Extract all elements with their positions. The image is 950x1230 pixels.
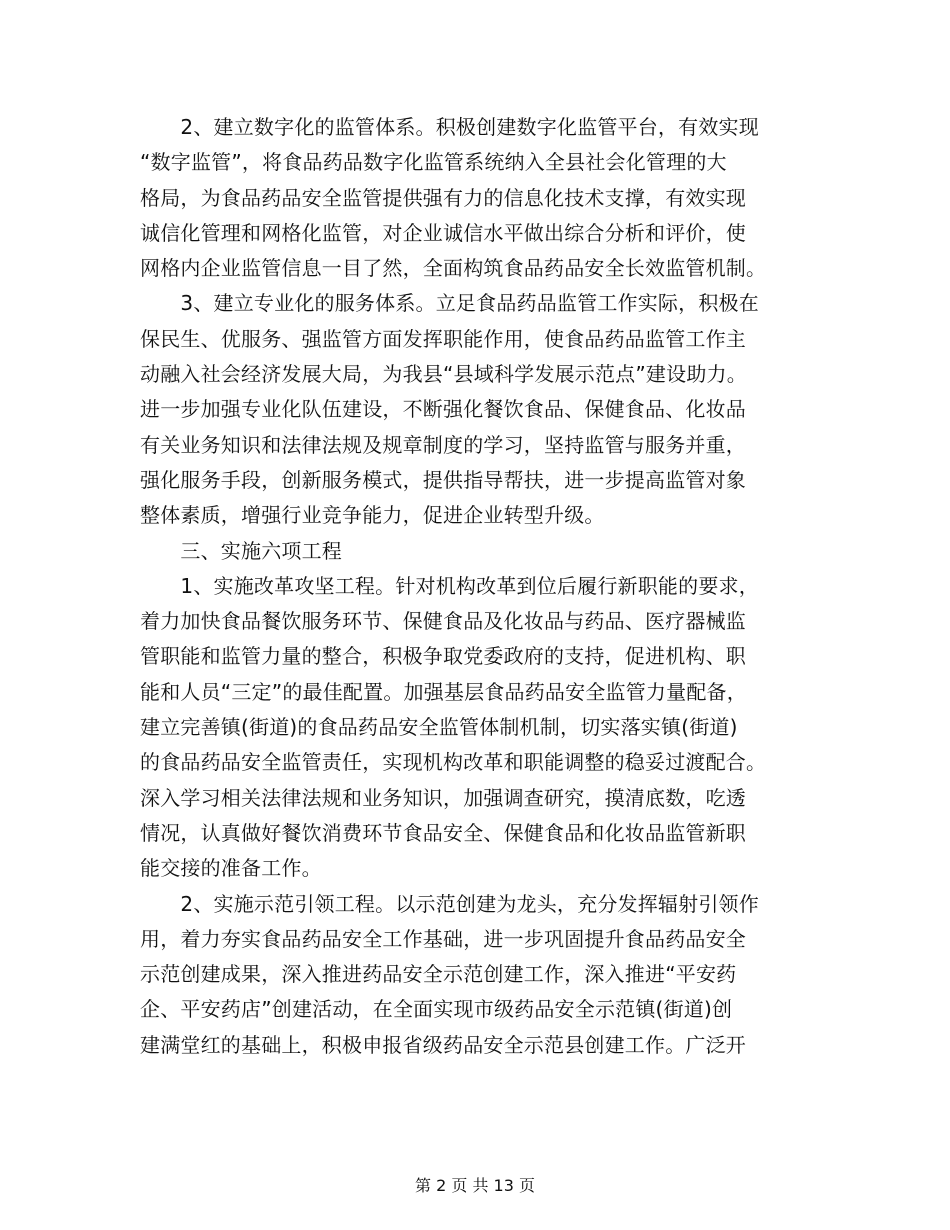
text-line: 用，着力夯实食品药品安全工作基础，进一步巩固提升食品药品安全 [140,926,746,951]
text-line: 有关业务知识和法律法规及规章制度的学习，坚持监管与服务并重， [140,432,746,457]
text-line: 1、实施改革攻坚工程。针对机构改革到位后履行新职能的要求， [140,573,759,598]
text-line: 保民生、优服务、强监管方面发挥职能作用，使食品药品监管工作主 [140,326,746,351]
text-line: 格局，为食品药品安全监管提供强有力的信息化技术支撑，有效实现 [140,185,746,210]
text-line: 强化服务手段，创新服务模式，提供指导帮扶，进一步提高监管对象 [140,467,746,492]
text-line: 深入学习相关法律法规和业务知识，加强调查研究，摸清底数，吃透 [140,785,746,810]
text-line: 网格内企业监管信息一目了然，全面构筑食品药品安全长效监管机制。 [140,256,767,281]
text-line: 整体素质，增强行业竞争能力，促进企业转型升级。 [140,503,605,528]
text-line: 动融入社会经济发展大局，为我县“县域科学发展示范点”建设助力。 [140,362,747,387]
text-line: 着力加快食品餐饮服务环节、保健食品及化妆品与药品、医疗器械监 [140,609,746,634]
document-body [140,110,810,1063]
text-line: 能交接的准备工作。 [140,856,322,881]
page-footer: 第 2 页 共 13 页 [415,1176,535,1195]
text-line: 的食品药品安全监管责任，实现机构改革和职能调整的稳妥过渡配合。 [140,750,767,775]
text-line: 2、建立数字化的监管体系。积极创建数字化监管平台，有效实现 [140,115,759,139]
text-line: 进一步加强专业化队伍建设，不断强化餐饮食品、保健食品、化妆品 [140,397,746,422]
text-line: 管职能和监管力量的整合，积极争取党委政府的支持，促进机构、职 [140,644,746,669]
text-line: “数字监管”，将食品药品数字化监管系统纳入全县社会化管理的大 [140,150,727,175]
text-line: 企、平安药店”创建活动，在全面实现市级药品安全示范镇(街道)创 [140,997,733,1022]
text-line: 情况，认真做好餐饮消费环节食品安全、保健食品和化妆品监管新职 [140,820,746,845]
text-line: 2、实施示范引领工程。以示范创建为龙头，充分发挥辐射引领作 [140,891,759,916]
text-line: 三、实施六项工程 [140,538,342,563]
text-line: 示范创建成果，深入推进药品安全示范创建工作，深入推进“平安药 [140,962,737,987]
text-line: 能和人员“三定”的最佳配置。加强基层食品药品安全监管力量配备， [140,679,747,704]
text-line: 诚信化管理和网格化监管，对企业诚信水平做出综合分析和评价，使 [140,220,746,245]
text-line: 建立完善镇(街道)的食品药品安全监管体制机制，切实落实镇(街道) [140,715,738,740]
text-line: 3、建立专业化的服务体系。立足食品药品监管工作实际，积极在 [140,291,759,316]
text-line: 建满堂红的基础上，积极申报省级药品安全示范县创建工作。广泛开 [140,1032,746,1057]
